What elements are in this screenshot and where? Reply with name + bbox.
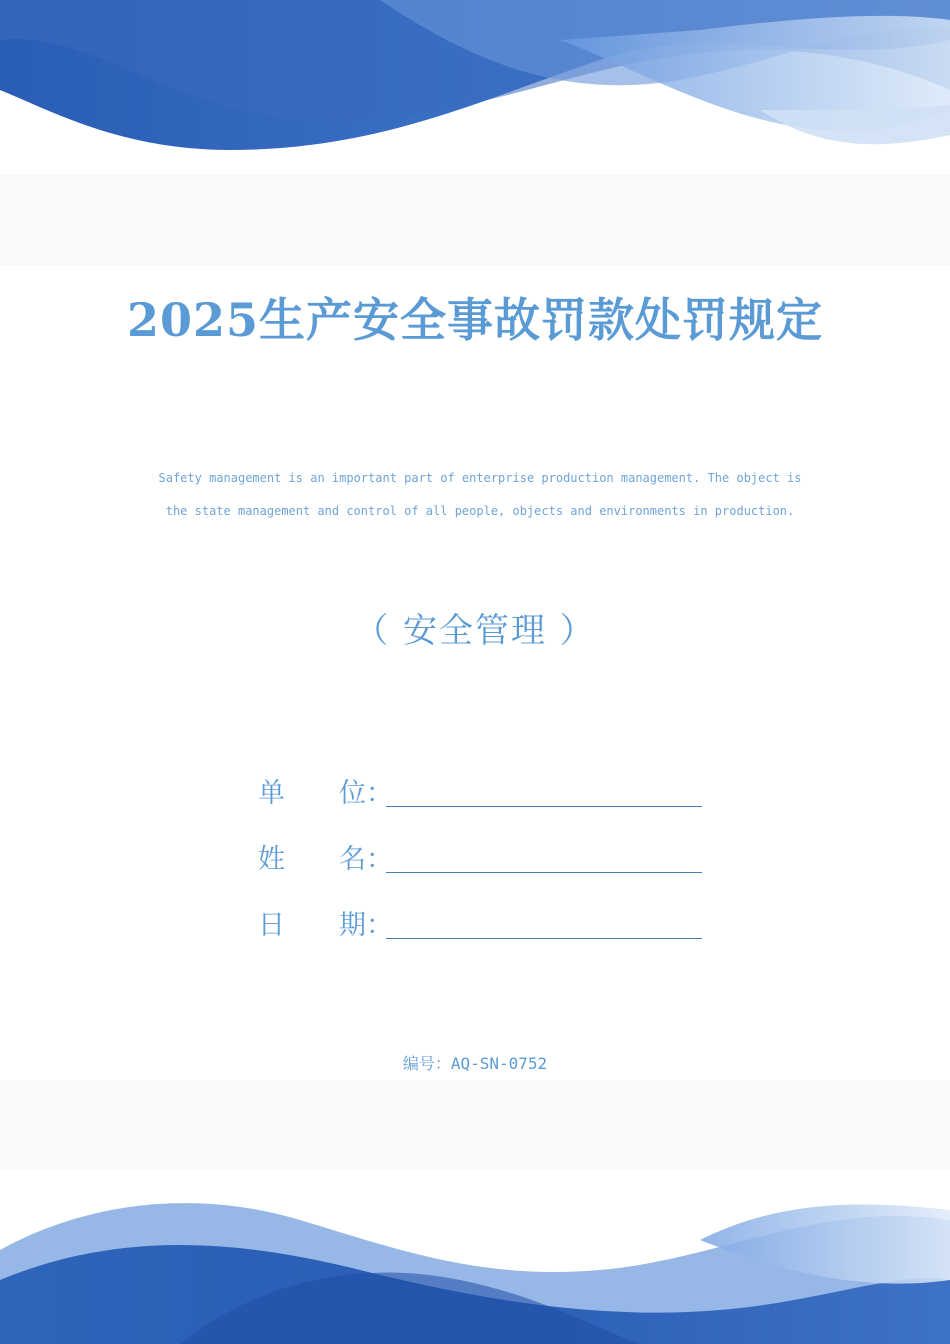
footer-wave-decoration (0, 1080, 950, 1344)
form-row-unit (258, 770, 718, 836)
form-row-name (258, 836, 718, 902)
info-form (258, 770, 718, 968)
document-number: 编号：AQ-SN-0752 (402, 1054, 548, 1073)
header-wave-decoration (0, 0, 950, 270)
date-fill-line[interactable] (386, 938, 702, 939)
name-fill-line[interactable] (386, 872, 702, 873)
name-label: 姓 名： (258, 844, 393, 875)
unit-label: 单 位： (258, 778, 393, 809)
document-category: （ 安全管理 ） (354, 611, 596, 651)
form-row-date (258, 902, 718, 968)
document-subtitle: Safety management is an important part of enterprise production management. The object is the state management and control of all people, objects and environments in production. (158, 471, 802, 518)
unit-fill-line[interactable] (386, 806, 702, 807)
date-label: 日 期： (258, 910, 393, 941)
document-title: 2025生产安全事故罚款处罚规定 (126, 293, 824, 347)
